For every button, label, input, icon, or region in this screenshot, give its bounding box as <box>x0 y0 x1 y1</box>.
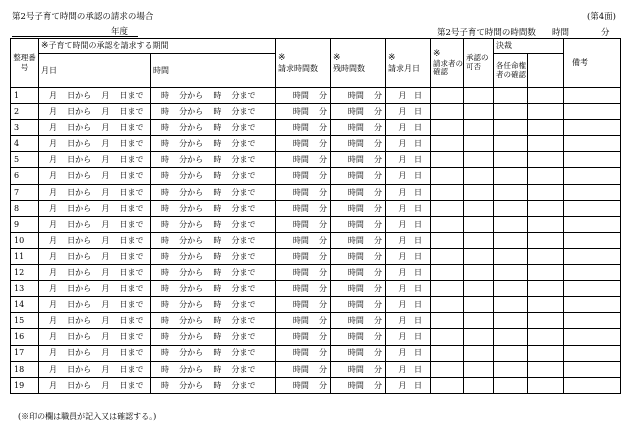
remaining-hours-cell[interactable]: 時間 分 <box>331 265 386 281</box>
decision-cell[interactable] <box>528 184 564 200</box>
period-time-cell[interactable]: 時 分から 時 分まで <box>151 120 276 136</box>
period-time-cell[interactable]: 時 分から 時 分まで <box>151 265 276 281</box>
period-time-cell[interactable]: 時 分から 時 分まで <box>151 281 276 297</box>
approval-cell[interactable] <box>464 88 494 104</box>
period-month-day-cell[interactable]: 月 日から 月 日まで <box>39 329 151 345</box>
table-row <box>11 88 621 104</box>
period-time-cell[interactable]: 時 分から 時 分まで <box>151 152 276 168</box>
requested-hours-cell[interactable]: 時間 分 <box>276 265 331 281</box>
decision-cell[interactable] <box>528 297 564 313</box>
row-number: 16 <box>11 329 39 345</box>
row-number: 4 <box>11 136 39 152</box>
header-requested-hours: ※ 請求時間数 <box>276 39 331 88</box>
request-date-cell[interactable]: 月 日 <box>386 152 431 168</box>
requested-hours-cell[interactable]: 時間 分 <box>276 361 331 377</box>
requester-confirm-cell[interactable] <box>431 361 464 377</box>
requested-hours-cell[interactable]: 時間 分 <box>276 120 331 136</box>
table-row <box>11 200 621 216</box>
requested-hours-cell[interactable]: 時間 分 <box>276 281 331 297</box>
decision-cell[interactable] <box>528 88 564 104</box>
remaining-hours-cell[interactable]: 時間 分 <box>331 361 386 377</box>
approval-cell[interactable] <box>464 152 494 168</box>
remaining-hours-cell[interactable]: 時間 分 <box>331 120 386 136</box>
period-month-day-cell[interactable]: 月 日から 月 日まで <box>39 313 151 329</box>
table-row <box>11 184 621 200</box>
header-no: 整理番号 <box>11 39 39 88</box>
remarks-cell[interactable] <box>564 248 621 264</box>
row-number: 3 <box>11 120 39 136</box>
approval-cell[interactable] <box>464 345 494 361</box>
remaining-hours-cell[interactable]: 時間 分 <box>331 377 386 393</box>
row-number: 6 <box>11 168 39 184</box>
requested-hours-cell[interactable]: 時間 分 <box>276 313 331 329</box>
mark-remaining: ※ <box>333 53 341 64</box>
period-month-day-cell[interactable]: 月 日から 月 日まで <box>39 200 151 216</box>
decision-cell[interactable] <box>528 248 564 264</box>
remarks-cell[interactable] <box>564 265 621 281</box>
approver-confirm-cell[interactable] <box>494 120 528 136</box>
period-month-day-cell[interactable]: 月 日から 月 日まで <box>39 377 151 393</box>
remarks-cell[interactable] <box>564 184 621 200</box>
period-time-cell[interactable]: 時 分から 時 分まで <box>151 297 276 313</box>
requested-hours-cell[interactable]: 時間 分 <box>276 345 331 361</box>
row-number: 15 <box>11 313 39 329</box>
request-date-cell[interactable]: 月 日 <box>386 104 431 120</box>
header-period: ※子育て時間の承認を請求する期間 <box>39 39 276 54</box>
period-month-day-cell[interactable]: 月 日から 月 日まで <box>39 88 151 104</box>
remarks-cell[interactable] <box>564 168 621 184</box>
mark-request-date: ※ <box>388 53 396 64</box>
row-number: 11 <box>11 248 39 264</box>
requester-confirm-cell[interactable] <box>431 345 464 361</box>
period-month-day-cell[interactable]: 月 日から 月 日まで <box>39 216 151 232</box>
approval-cell[interactable] <box>464 281 494 297</box>
table-row <box>11 152 621 168</box>
table-row <box>11 345 621 361</box>
row-number: 13 <box>11 281 39 297</box>
remaining-hours-cell[interactable]: 時間 分 <box>331 104 386 120</box>
period-time-cell[interactable]: 時 分から 時 分まで <box>151 248 276 264</box>
request-date-cell[interactable]: 月 日 <box>386 200 431 216</box>
row-number: 8 <box>11 200 39 216</box>
requested-hours-cell[interactable]: 時間 分 <box>276 329 331 345</box>
approval-cell[interactable] <box>464 329 494 345</box>
requested-hours-cell[interactable]: 時間 分 <box>276 232 331 248</box>
remaining-hours-cell[interactable]: 時間 分 <box>331 152 386 168</box>
decision-cell[interactable] <box>528 345 564 361</box>
requester-confirm-cell[interactable] <box>431 313 464 329</box>
header-remaining-hours: ※ 残時間数 <box>331 39 386 88</box>
row-number: 12 <box>11 265 39 281</box>
decision-cell[interactable] <box>528 104 564 120</box>
period-time-cell[interactable]: 時 分から 時 分まで <box>151 200 276 216</box>
approver-confirm-cell[interactable] <box>494 104 528 120</box>
approval-cell[interactable] <box>464 120 494 136</box>
page-number: (第4面) <box>586 12 616 22</box>
period-month-day-cell[interactable]: 月 日から 月 日まで <box>39 184 151 200</box>
requester-confirm-cell[interactable] <box>431 248 464 264</box>
mark-period: ※ <box>41 40 49 51</box>
requested-hours-cell[interactable]: 時間 分 <box>276 200 331 216</box>
decision-cell[interactable] <box>528 200 564 216</box>
fiscal-year-field[interactable] <box>12 26 138 37</box>
header-month-day: 月日 <box>39 54 151 88</box>
remaining-hours-cell[interactable]: 時間 分 <box>331 184 386 200</box>
header-remarks: 備考 <box>564 39 621 88</box>
remarks-cell[interactable] <box>564 377 621 393</box>
decision-cell[interactable] <box>528 120 564 136</box>
requester-confirm-cell[interactable] <box>431 281 464 297</box>
approver-confirm-cell[interactable] <box>494 377 528 393</box>
period-month-day-cell[interactable]: 月 日から 月 日まで <box>39 104 151 120</box>
period-month-day-cell[interactable]: 月 日から 月 日まで <box>39 120 151 136</box>
row-number: 14 <box>11 297 39 313</box>
request-date-cell[interactable]: 月 日 <box>386 88 431 104</box>
remarks-cell[interactable] <box>564 200 621 216</box>
remaining-hours-cell[interactable]: 時間 分 <box>331 329 386 345</box>
mark-requester: ※ <box>433 49 441 60</box>
period-month-day-cell[interactable]: 月 日から 月 日まで <box>39 248 151 264</box>
decision-cell[interactable] <box>528 313 564 329</box>
request-date-cell[interactable]: 月 日 <box>386 377 431 393</box>
request-date-cell[interactable]: 月 日 <box>386 216 431 232</box>
row-number: 10 <box>11 232 39 248</box>
request-date-cell[interactable]: 月 日 <box>386 232 431 248</box>
summary-label: 第2号子育て時間の時間数 <box>437 28 536 38</box>
remaining-hours-cell[interactable]: 時間 分 <box>331 200 386 216</box>
approval-cell[interactable] <box>464 313 494 329</box>
request-date-cell[interactable]: 月 日 <box>386 248 431 264</box>
approval-cell[interactable] <box>464 104 494 120</box>
table-row <box>11 232 621 248</box>
period-month-day-cell[interactable]: 月 日から 月 日まで <box>39 168 151 184</box>
approver-confirm-cell[interactable] <box>494 248 528 264</box>
period-month-day-cell[interactable]: 月 日から 月 日まで <box>39 136 151 152</box>
remarks-cell[interactable] <box>564 232 621 248</box>
approver-confirm-cell[interactable] <box>494 184 528 200</box>
table-row <box>11 297 621 313</box>
remarks-cell[interactable] <box>564 281 621 297</box>
approval-cell[interactable] <box>464 136 494 152</box>
remarks-cell[interactable] <box>564 88 621 104</box>
table-row <box>11 120 621 136</box>
request-date-cell[interactable]: 月 日 <box>386 184 431 200</box>
approval-cell[interactable] <box>464 377 494 393</box>
requested-hours-cell[interactable]: 時間 分 <box>276 152 331 168</box>
period-month-day-cell[interactable]: 月 日から 月 日まで <box>39 232 151 248</box>
approver-confirm-cell[interactable] <box>494 313 528 329</box>
period-month-day-cell[interactable]: 月 日から 月 日まで <box>39 345 151 361</box>
remaining-hours-cell[interactable]: 時間 分 <box>331 345 386 361</box>
table-row <box>11 216 621 232</box>
requester-confirm-cell[interactable] <box>431 88 464 104</box>
remarks-cell[interactable] <box>564 104 621 120</box>
request-date-cell[interactable]: 月 日 <box>386 345 431 361</box>
table-row <box>11 104 621 120</box>
header-request-date: ※ 請求月日 <box>386 39 431 88</box>
approval-cell[interactable] <box>464 168 494 184</box>
period-time-cell[interactable]: 時 分から 時 分まで <box>151 88 276 104</box>
table-row <box>11 377 621 393</box>
remaining-hours-cell[interactable]: 時間 分 <box>331 248 386 264</box>
table-row <box>11 313 621 329</box>
remaining-hours-cell[interactable]: 時間 分 <box>331 216 386 232</box>
remaining-hours-cell[interactable]: 時間 分 <box>331 168 386 184</box>
requester-confirm-cell[interactable] <box>431 200 464 216</box>
approver-confirm-cell[interactable] <box>494 281 528 297</box>
approver-confirm-cell[interactable] <box>494 200 528 216</box>
decision-cell[interactable] <box>528 216 564 232</box>
remarks-cell[interactable] <box>564 136 621 152</box>
request-table <box>10 38 621 394</box>
remarks-cell[interactable] <box>564 313 621 329</box>
form-title: 第2号子育て時間の承認の請求の場合 <box>12 12 154 22</box>
approval-cell[interactable] <box>464 232 494 248</box>
remaining-hours-cell[interactable]: 時間 分 <box>331 297 386 313</box>
decision-cell[interactable] <box>528 329 564 345</box>
period-time-cell[interactable]: 時 分から 時 分まで <box>151 329 276 345</box>
period-time-cell[interactable]: 時 分から 時 分まで <box>151 313 276 329</box>
remarks-cell[interactable] <box>564 345 621 361</box>
requested-hours-cell[interactable]: 時間 分 <box>276 168 331 184</box>
table-row <box>11 248 621 264</box>
requester-confirm-cell[interactable] <box>431 377 464 393</box>
decision-cell[interactable] <box>528 136 564 152</box>
request-date-cell[interactable]: 月 日 <box>386 297 431 313</box>
table-body <box>11 88 621 394</box>
row-number: 9 <box>11 216 39 232</box>
requester-confirm-cell[interactable] <box>431 136 464 152</box>
summary-hours-unit: 時間 <box>552 28 570 38</box>
approval-cell[interactable] <box>464 216 494 232</box>
row-number: 19 <box>11 377 39 393</box>
remarks-cell[interactable] <box>564 152 621 168</box>
period-month-day-cell[interactable]: 月 日から 月 日まで <box>39 361 151 377</box>
remarks-cell[interactable] <box>564 120 621 136</box>
header-approver: 各任命権者の確認 <box>494 54 528 88</box>
period-time-cell[interactable]: 時 分から 時 分まで <box>151 168 276 184</box>
remaining-hours-cell[interactable]: 時間 分 <box>331 281 386 297</box>
requester-confirm-cell[interactable] <box>431 120 464 136</box>
row-number: 18 <box>11 361 39 377</box>
row-number: 1 <box>11 88 39 104</box>
period-month-day-cell[interactable]: 月 日から 月 日まで <box>39 281 151 297</box>
approver-confirm-cell[interactable] <box>494 88 528 104</box>
approver-confirm-cell[interactable] <box>494 168 528 184</box>
request-date-cell[interactable]: 月 日 <box>386 361 431 377</box>
decision-cell[interactable] <box>528 168 564 184</box>
requested-hours-cell[interactable]: 時間 分 <box>276 184 331 200</box>
approval-cell[interactable] <box>464 265 494 281</box>
approval-cell[interactable] <box>464 184 494 200</box>
approver-confirm-cell[interactable] <box>494 265 528 281</box>
footnote: (※印の欄は職員が記入又は確認する。) <box>18 412 157 421</box>
header-decision: 決裁 <box>494 39 564 54</box>
row-number: 5 <box>11 152 39 168</box>
requested-hours-cell[interactable]: 時間 分 <box>276 248 331 264</box>
remarks-cell[interactable] <box>564 329 621 345</box>
requester-confirm-cell[interactable] <box>431 297 464 313</box>
approver-confirm-cell[interactable] <box>494 297 528 313</box>
mark-requested: ※ <box>278 53 286 64</box>
requested-hours-cell[interactable]: 時間 分 <box>276 297 331 313</box>
requester-confirm-cell[interactable] <box>431 104 464 120</box>
request-date-cell[interactable]: 月 日 <box>386 329 431 345</box>
request-date-cell[interactable]: 月 日 <box>386 313 431 329</box>
requester-confirm-cell[interactable] <box>431 265 464 281</box>
approver-confirm-cell[interactable] <box>494 232 528 248</box>
row-number: 7 <box>11 184 39 200</box>
table-row <box>11 168 621 184</box>
summary-minutes-unit: 分 <box>601 28 610 38</box>
remaining-hours-cell[interactable]: 時間 分 <box>331 88 386 104</box>
requester-confirm-cell[interactable] <box>431 216 464 232</box>
period-time-cell[interactable]: 時 分から 時 分まで <box>151 232 276 248</box>
row-number: 17 <box>11 345 39 361</box>
requested-hours-cell[interactable]: 時間 分 <box>276 136 331 152</box>
remarks-cell[interactable] <box>564 216 621 232</box>
fiscal-year-label: 年度 <box>110 27 128 37</box>
period-time-cell[interactable]: 時 分から 時 分まで <box>151 361 276 377</box>
decision-cell[interactable] <box>528 361 564 377</box>
remaining-hours-cell[interactable]: 時間 分 <box>331 313 386 329</box>
requester-confirm-cell[interactable] <box>431 232 464 248</box>
period-month-day-cell[interactable]: 月 日から 月 日まで <box>39 265 151 281</box>
table-row <box>11 329 621 345</box>
remaining-hours-cell[interactable]: 時間 分 <box>331 232 386 248</box>
period-month-day-cell[interactable]: 月 日から 月 日まで <box>39 152 151 168</box>
approval-cell[interactable] <box>464 297 494 313</box>
decision-cell[interactable] <box>528 377 564 393</box>
decision-cell[interactable] <box>528 152 564 168</box>
requester-confirm-cell[interactable] <box>431 152 464 168</box>
period-time-cell[interactable]: 時 分から 時 分まで <box>151 104 276 120</box>
request-date-cell[interactable]: 月 日 <box>386 120 431 136</box>
table-row <box>11 281 621 297</box>
requested-hours-cell[interactable]: 時間 分 <box>276 104 331 120</box>
request-date-cell[interactable]: 月 日 <box>386 265 431 281</box>
approval-cell[interactable] <box>464 248 494 264</box>
period-time-cell[interactable]: 時 分から 時 分まで <box>151 345 276 361</box>
period-time-cell[interactable]: 時 分から 時 分まで <box>151 136 276 152</box>
remarks-cell[interactable] <box>564 361 621 377</box>
requester-confirm-cell[interactable] <box>431 184 464 200</box>
request-date-cell[interactable]: 月 日 <box>386 136 431 152</box>
period-time-cell[interactable]: 時 分から 時 分まで <box>151 184 276 200</box>
decision-cell[interactable] <box>528 265 564 281</box>
header-approval: 承認の可否 <box>464 39 494 88</box>
remarks-cell[interactable] <box>564 297 621 313</box>
header-decision-blank <box>528 54 564 88</box>
approval-cell[interactable] <box>464 200 494 216</box>
approver-confirm-cell[interactable] <box>494 345 528 361</box>
table-row <box>11 265 621 281</box>
period-time-cell[interactable]: 時 分から 時 分まで <box>151 216 276 232</box>
requested-hours-cell[interactable]: 時間 分 <box>276 88 331 104</box>
table-row <box>11 361 621 377</box>
row-number: 2 <box>11 104 39 120</box>
decision-cell[interactable] <box>528 281 564 297</box>
period-time-cell[interactable]: 時 分から 時 分まで <box>151 377 276 393</box>
header-requester-confirm: ※ 請求者の確認 <box>431 39 464 88</box>
period-month-day-cell[interactable]: 月 日から 月 日まで <box>39 297 151 313</box>
approver-confirm-cell[interactable] <box>494 329 528 345</box>
approver-confirm-cell[interactable] <box>494 152 528 168</box>
approver-confirm-cell[interactable] <box>494 361 528 377</box>
remaining-hours-cell[interactable]: 時間 分 <box>331 136 386 152</box>
requester-confirm-cell[interactable] <box>431 329 464 345</box>
header-time: 時間 <box>151 54 276 88</box>
table-row <box>11 136 621 152</box>
request-date-cell[interactable]: 月 日 <box>386 281 431 297</box>
requester-confirm-cell[interactable] <box>431 168 464 184</box>
requested-hours-cell[interactable]: 時間 分 <box>276 377 331 393</box>
approver-confirm-cell[interactable] <box>494 216 528 232</box>
request-date-cell[interactable]: 月 日 <box>386 168 431 184</box>
requested-hours-cell[interactable]: 時間 分 <box>276 216 331 232</box>
decision-cell[interactable] <box>528 232 564 248</box>
approver-confirm-cell[interactable] <box>494 136 528 152</box>
approval-cell[interactable] <box>464 361 494 377</box>
